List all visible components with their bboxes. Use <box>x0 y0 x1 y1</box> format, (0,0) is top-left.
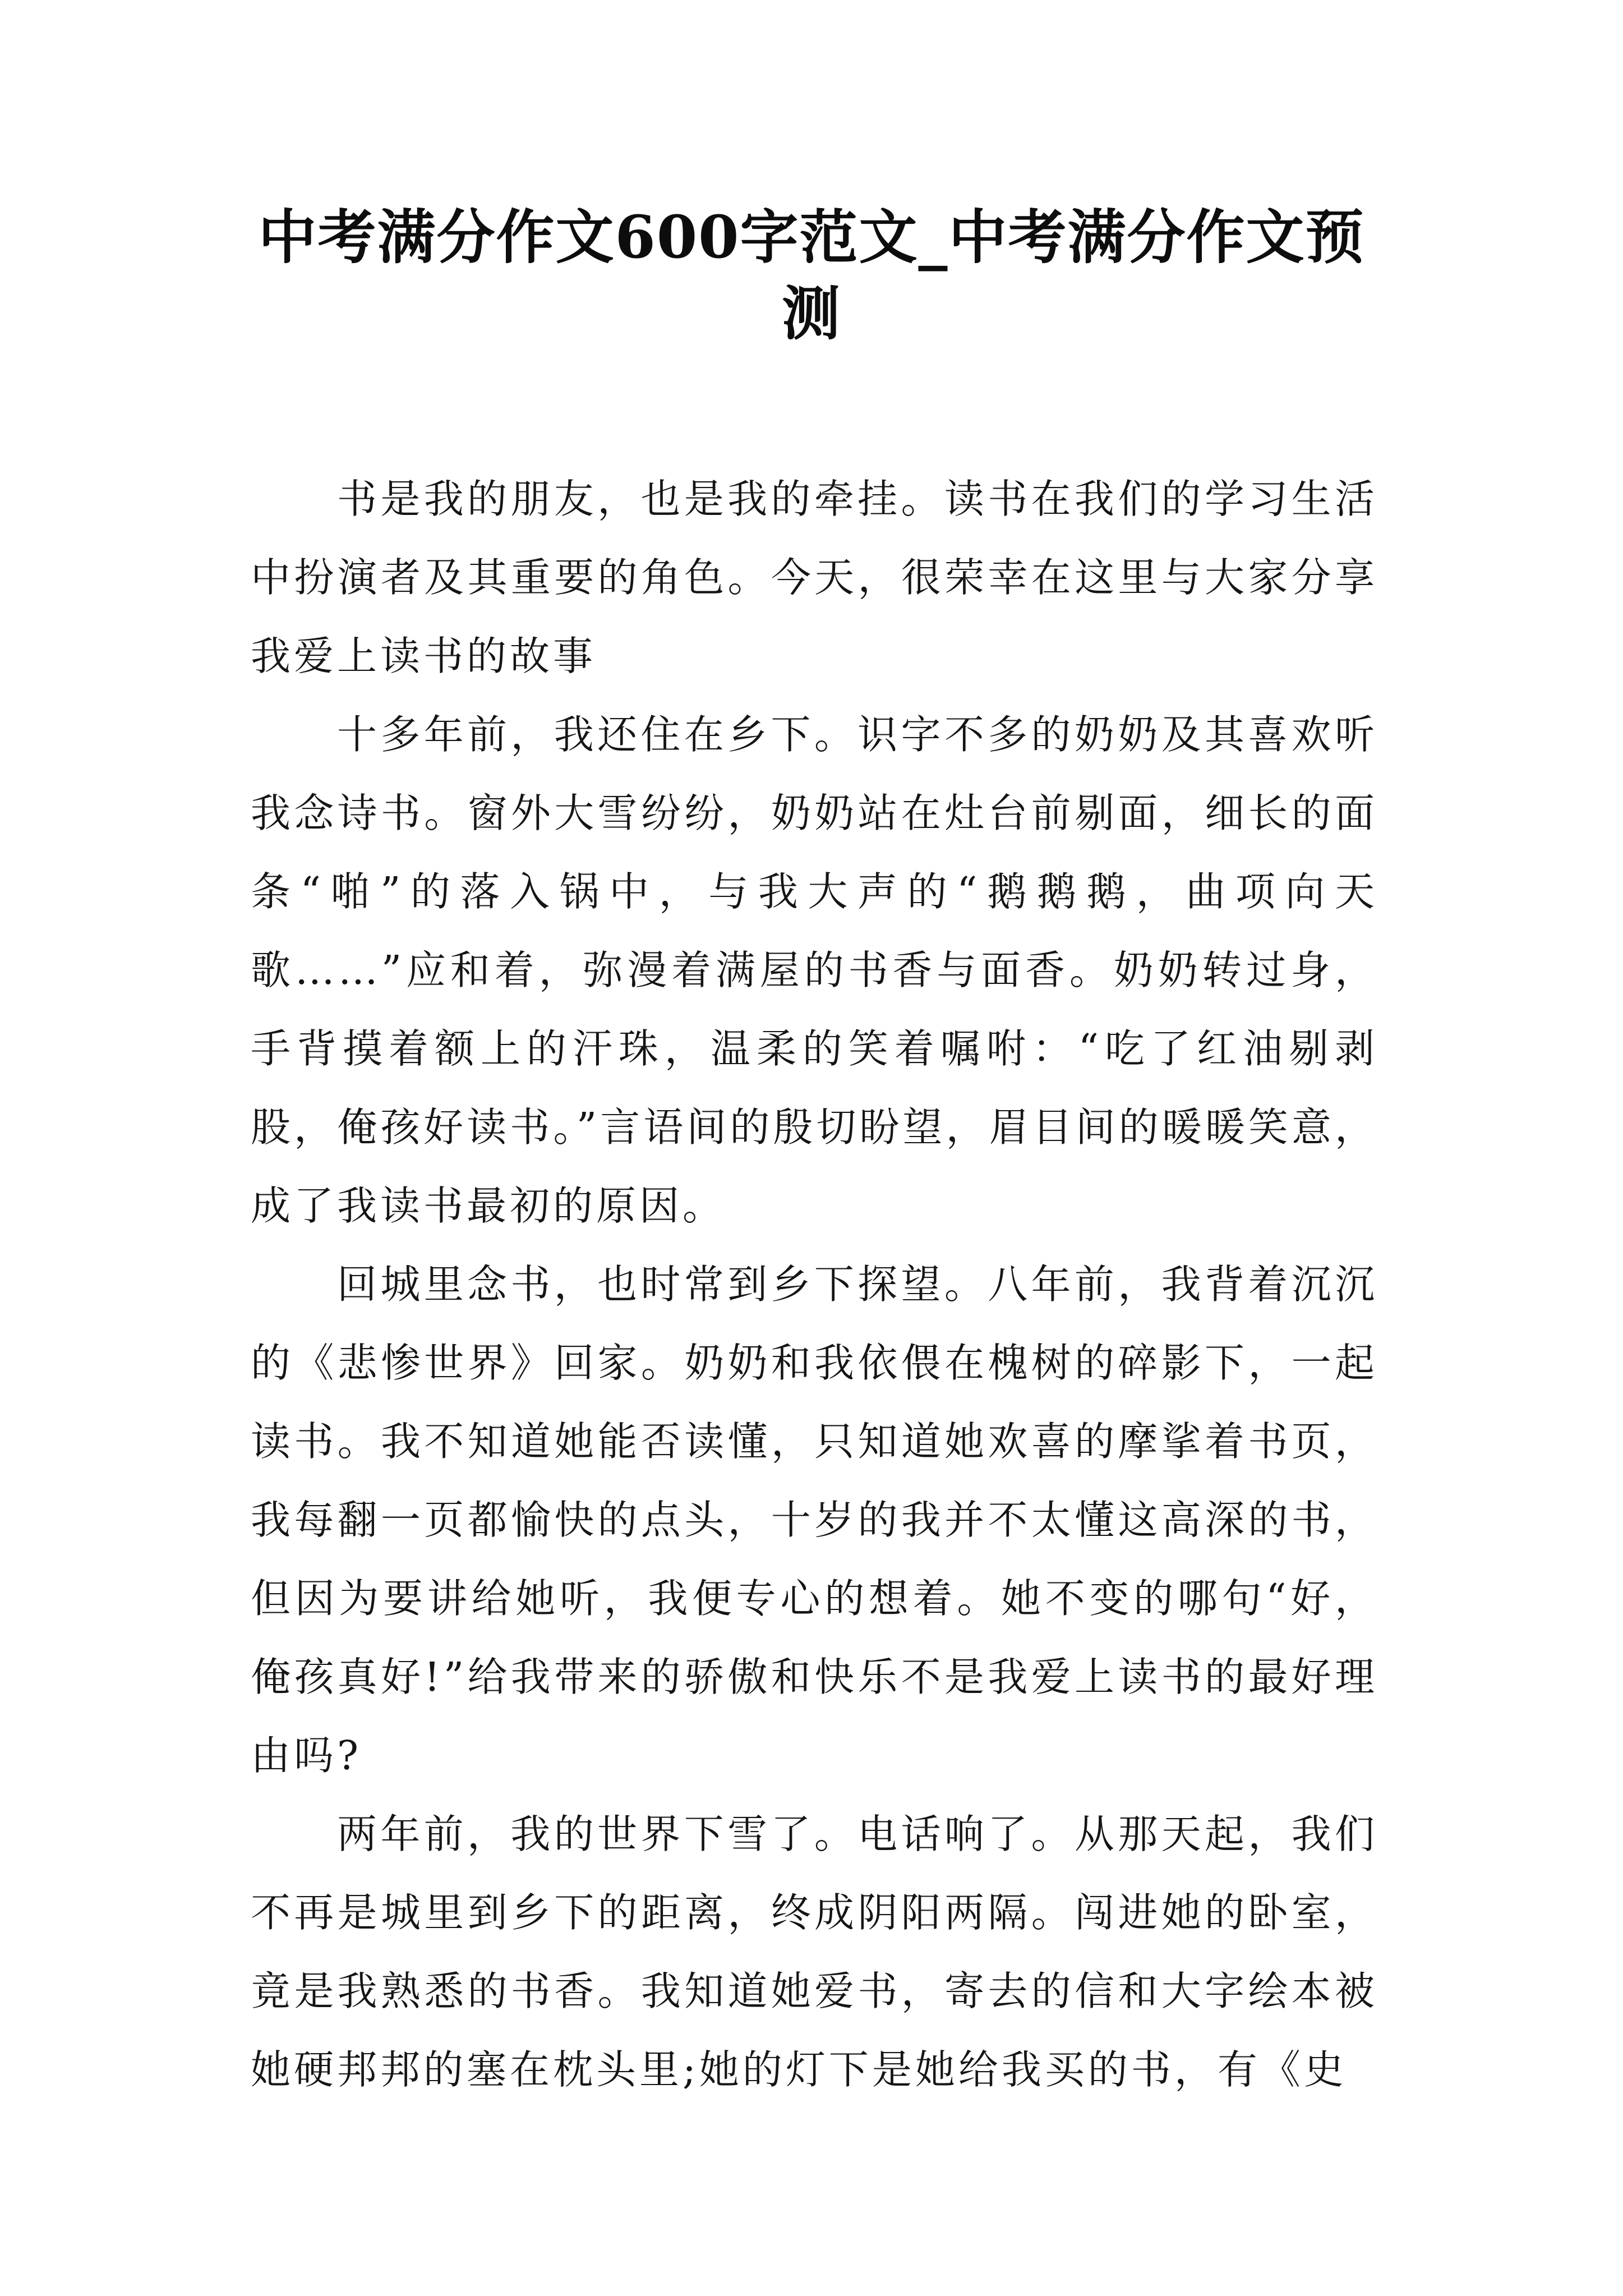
paragraph-4: 两年前，我的世界下雪了。电话响了。从那天起，我们不再是城里到乡下的距离，终成阴阳两隔。闯进她的卧室，竟是我熟悉的书香。我知道她爱书，寄去的信和大字绘本被她硬邦邦的塞在枕头里;她的灯下是她给我买的书，有《史 <box>251 1811 1378 2093</box>
paragraph-2: 十多年前，我还住在乡下。识字不多的奶奶及其喜欢听我念诗书。窗外大雪纷纷，奶奶站在灶台前剔面，细长的面条“啪”的落入锅中，与我大声的“鹅鹅鹅，曲项向天歌……”应和着，弥漫着满屋的书香与面香。奶奶转过身，手背摸着额上的汗珠，温柔的笑着嘱咐：“吃了红油剔剥股，俺孩好读书。”言语间的殷切盼望，眉目间的暖暖笑意，成了我读书最初的原因。 <box>251 711 1378 1229</box>
paragraph-1: 书是我的朋友，也是我的牵挂。读书在我们的学习生活中扮演者及其重要的角色。今天，很荣幸在这里与大家分享我爱上读书的故事 <box>251 476 1378 679</box>
document-body <box>251 460 1378 2109</box>
document-title: 中考满分作文600字范文_中考满分作文预测 <box>258 203 1365 348</box>
paragraph-3: 回城里念书，也时常到乡下探望。八年前，我背着沉沉的《悲惨世界》回家。奶奶和我依偎在槐树的碎影下，一起读书。我不知道她能否读懂，只知道她欢喜的摩挲着书页，我每翻一页都愉快的点头，十岁的我并不太懂这高深的书，但因为要讲给她听，我便专心的想着。她不变的哪句“好，俺孩真好!”给我带来的骄傲和快乐不是我爱上读书的最好理由吗? <box>251 1261 1378 1779</box>
